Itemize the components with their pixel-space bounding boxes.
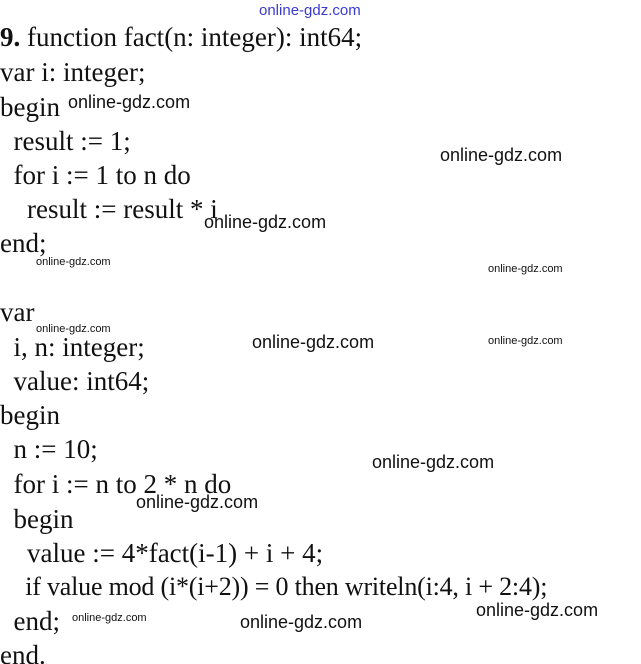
watermark: online-gdz.com [36,256,111,268]
watermark: online-gdz.com [252,332,375,352]
code-line-17: if value mod (i*(i+2)) = 0 then writeln(i:4, i + 2:4); [0,572,548,601]
code-line-15: begin [0,504,74,534]
watermark: online-gdz.com [440,145,563,165]
watermark: online-gdz.com [488,335,563,347]
watermark: online-gdz.com [372,452,495,472]
code-line-7: end; [0,228,47,258]
watermark: online-gdz.com [68,92,191,112]
code-line-19: end. [0,640,46,664]
code-line-11: value: int64; [0,366,150,396]
code-line-1 [0,20,362,54]
code-line-10: i, n: integer; [0,332,145,362]
watermark: online-gdz.com [240,612,363,632]
code-line-16: value := 4*fact(i-1) + i + 4; [0,538,324,568]
watermark: online-gdz.com [488,263,563,275]
code-line-6: result := result * i [0,194,218,224]
code-line-1-text: function fact(n: integer): int64; [20,22,363,52]
code-line-4: result := 1; [0,126,131,156]
watermark: online-gdz.com [72,612,147,624]
watermark-top: online-gdz.com [259,2,361,19]
watermark: online-gdz.com [204,212,327,232]
code-line-3: begin [0,92,60,122]
code-line-14: for i := n to 2 * n do [0,469,232,499]
code-line-18: end; [0,606,60,636]
code-line-9: var [0,297,35,327]
code-line-5: for i := 1 to n do [0,160,191,190]
code-line-2: var i: integer; [0,57,146,87]
task-number: 9. [0,22,21,52]
code-line-13: n := 10; [0,434,98,464]
watermark: online-gdz.com [476,600,599,620]
watermark: online-gdz.com [36,323,111,335]
watermark: online-gdz.com [136,492,259,512]
code-line-12: begin [0,400,60,430]
